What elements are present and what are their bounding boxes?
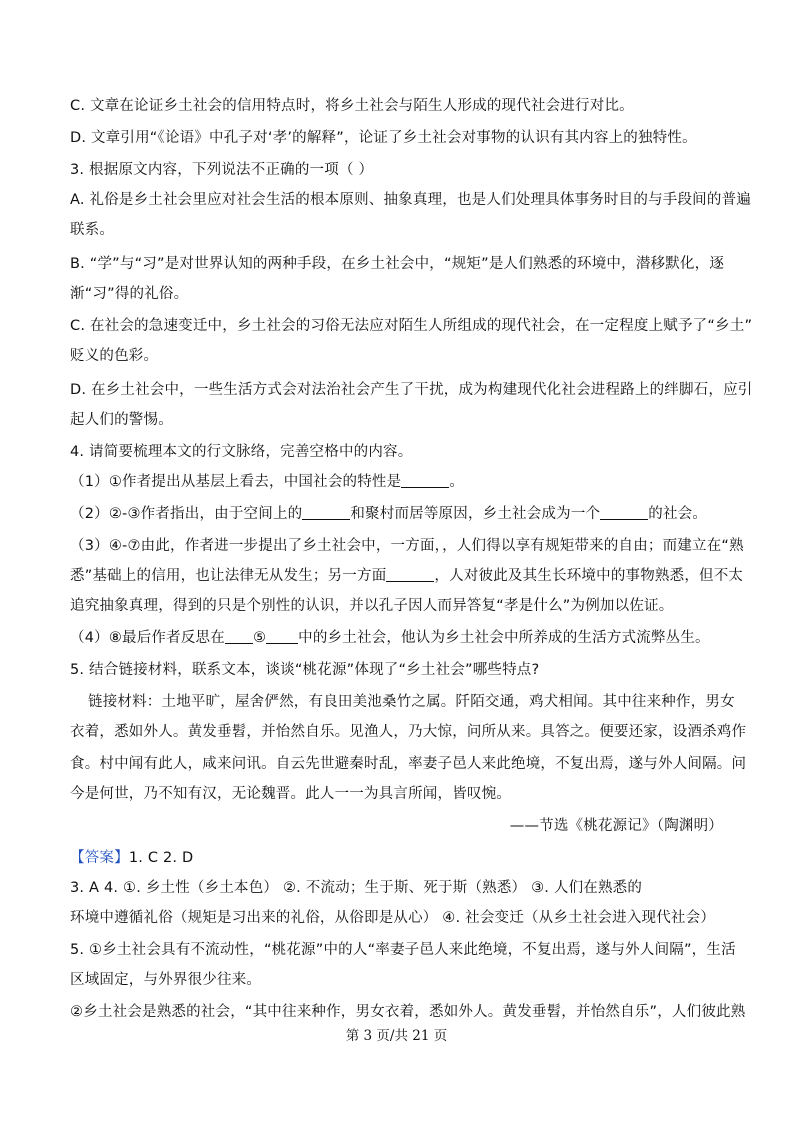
- page-footer: 第 3 页/共 21 页: [345, 1028, 448, 1044]
- material-line: 今是何世，乃不知有汉，无论魏晋。此人一一为具言所闻，皆叹惋。: [70, 786, 511, 802]
- option-b-q3: B. “学”与“习”是对世界认知的两种手段，在乡土社会中，“规矩”是人们熟悉的环境中，潜移默化，逐: [70, 256, 725, 272]
- q4-item-4: （4）⑧最后作者反思在 ⑤ 中的乡土社会，他认为乡土社会中所养成的生活方式流弊丛生。: [70, 630, 710, 646]
- option-d-q3-cont: 起人们的警惕。: [70, 412, 173, 428]
- option-d-q3: D. 在乡土社会中，一些生活方式会对法治社会产生了干扰，成为构建现代化社会进程路上的绊脚石，应引: [70, 382, 753, 398]
- question-5: 5. 结合链接材料，联系文本，谈谈“桃花源”体现了“乡土社会”哪些特点?: [70, 662, 540, 678]
- answer-line-6: ②乡土社会是熟悉的社会，“其中往来种作，男女衣着，悉如外人。黄发垂髫，并怡然自乐”，人们彼此熟: [70, 1004, 746, 1020]
- answer-tag: 【答案】: [70, 850, 129, 866]
- q4-item-3: （3）④-⑦由此，作者进一步提出了乡土社会中，一方面，，人们得以享有规矩带来的自由；而建立在“熟: [70, 538, 744, 554]
- answer-blank: [225, 629, 253, 644]
- option-c-q3-cont: 贬义的色彩。: [70, 348, 159, 364]
- answer-blank: [401, 473, 449, 488]
- answer-line-5: 区域固定，与外界很少往来。: [70, 972, 262, 988]
- option-d-q2: D. 文章引用“《论语》中孔子对‘孝’的解释”，论证了乡土社会对事物的认识有其内容上的独特性。: [70, 130, 697, 146]
- question-4: 4. 请简要梳理本文的行文脉络，完善空格中的内容。: [70, 444, 413, 460]
- q4-item-3-cont2: 追究抽象真理，得到的只是个别性的认识，并以孔子因人而异答复“孝是什么”为例加以佐证。: [70, 598, 674, 614]
- option-c-q3: C. 在社会的急速变迁中，乡土社会的习俗无法应对陌生人所组成的现代社会，在一定程度上赋予了“乡土”: [70, 318, 753, 334]
- question-3: 3. 根据原文内容，下列说法不正确的一项（ ）: [70, 162, 374, 178]
- answer-blank: [302, 505, 350, 520]
- answer-line-1: 【答案】1. C 2. D: [70, 850, 194, 866]
- material-source: ——节选《桃花源记》（陶渊明）: [509, 818, 723, 834]
- answer-blank: [600, 505, 648, 520]
- q4-item-3-cont: 悉”基础上的信用，也让法律无从发生；另一方面 ，人对彼此及其生长环境中的事物熟悉，但不太: [70, 568, 744, 584]
- q4-item-1: （1）①作者提出从基层上看去，中国社会的特性是 。: [70, 474, 465, 490]
- option-b-q3-cont: 渐“习”得的礼俗。: [70, 286, 189, 302]
- material-line: 食。村中闻有此人，咸来问讯。自云先世避秦时乱，率妻子邑人来此绝境，不复出焉，遂与外人间隔。问: [70, 756, 747, 772]
- option-a-q3-cont: 联系。: [70, 222, 115, 238]
- option-c-q2: C. 文章在论证乡土社会的信用特点时，将乡土社会与陌生人形成的现代社会进行对比。: [70, 98, 634, 114]
- answer-line-4: 5. ①乡土社会具有不流动性，“桃花源”中的人“率妻子邑人来此绝境，不复出焉，遂与外人间隔”，生活: [70, 942, 736, 958]
- material-line: 衣着，悉如外人。黄发垂髫，并怡然自乐。见渔人，乃大惊，问所从来。具答之。便要还家，设酒杀鸡作: [70, 724, 747, 740]
- q4-item-2: （2）②-③作者指出，由于空间上的 和聚村而居等原因，乡土社会成为一个 的社会。: [70, 506, 708, 522]
- option-a-q3: A. 礼俗是乡土社会里应对社会生活的根本原则、抽象真理，也是人们处理具体事务时目的与手段间的普遍: [70, 192, 751, 208]
- answer-line-2: 3. A 4. ①. 乡土性（乡土本色） ②. 不流动；生于斯、死于斯（熟悉） ③. 人们在熟悉的: [70, 880, 643, 896]
- answer-line-3: 环境中遵循礼俗（规矩是习出来的礼俗，从俗即是从心） ④. 社会变迁（从乡土社会进入现代社会）: [70, 910, 716, 926]
- answer-blank: [266, 629, 298, 644]
- answer-blank: [386, 567, 434, 582]
- material-line: 链接材料：土地平旷，屋舍俨然，有良田美池桑竹之属。阡陌交通，鸡犬相闻。其中往来种作，男女: [88, 694, 735, 710]
